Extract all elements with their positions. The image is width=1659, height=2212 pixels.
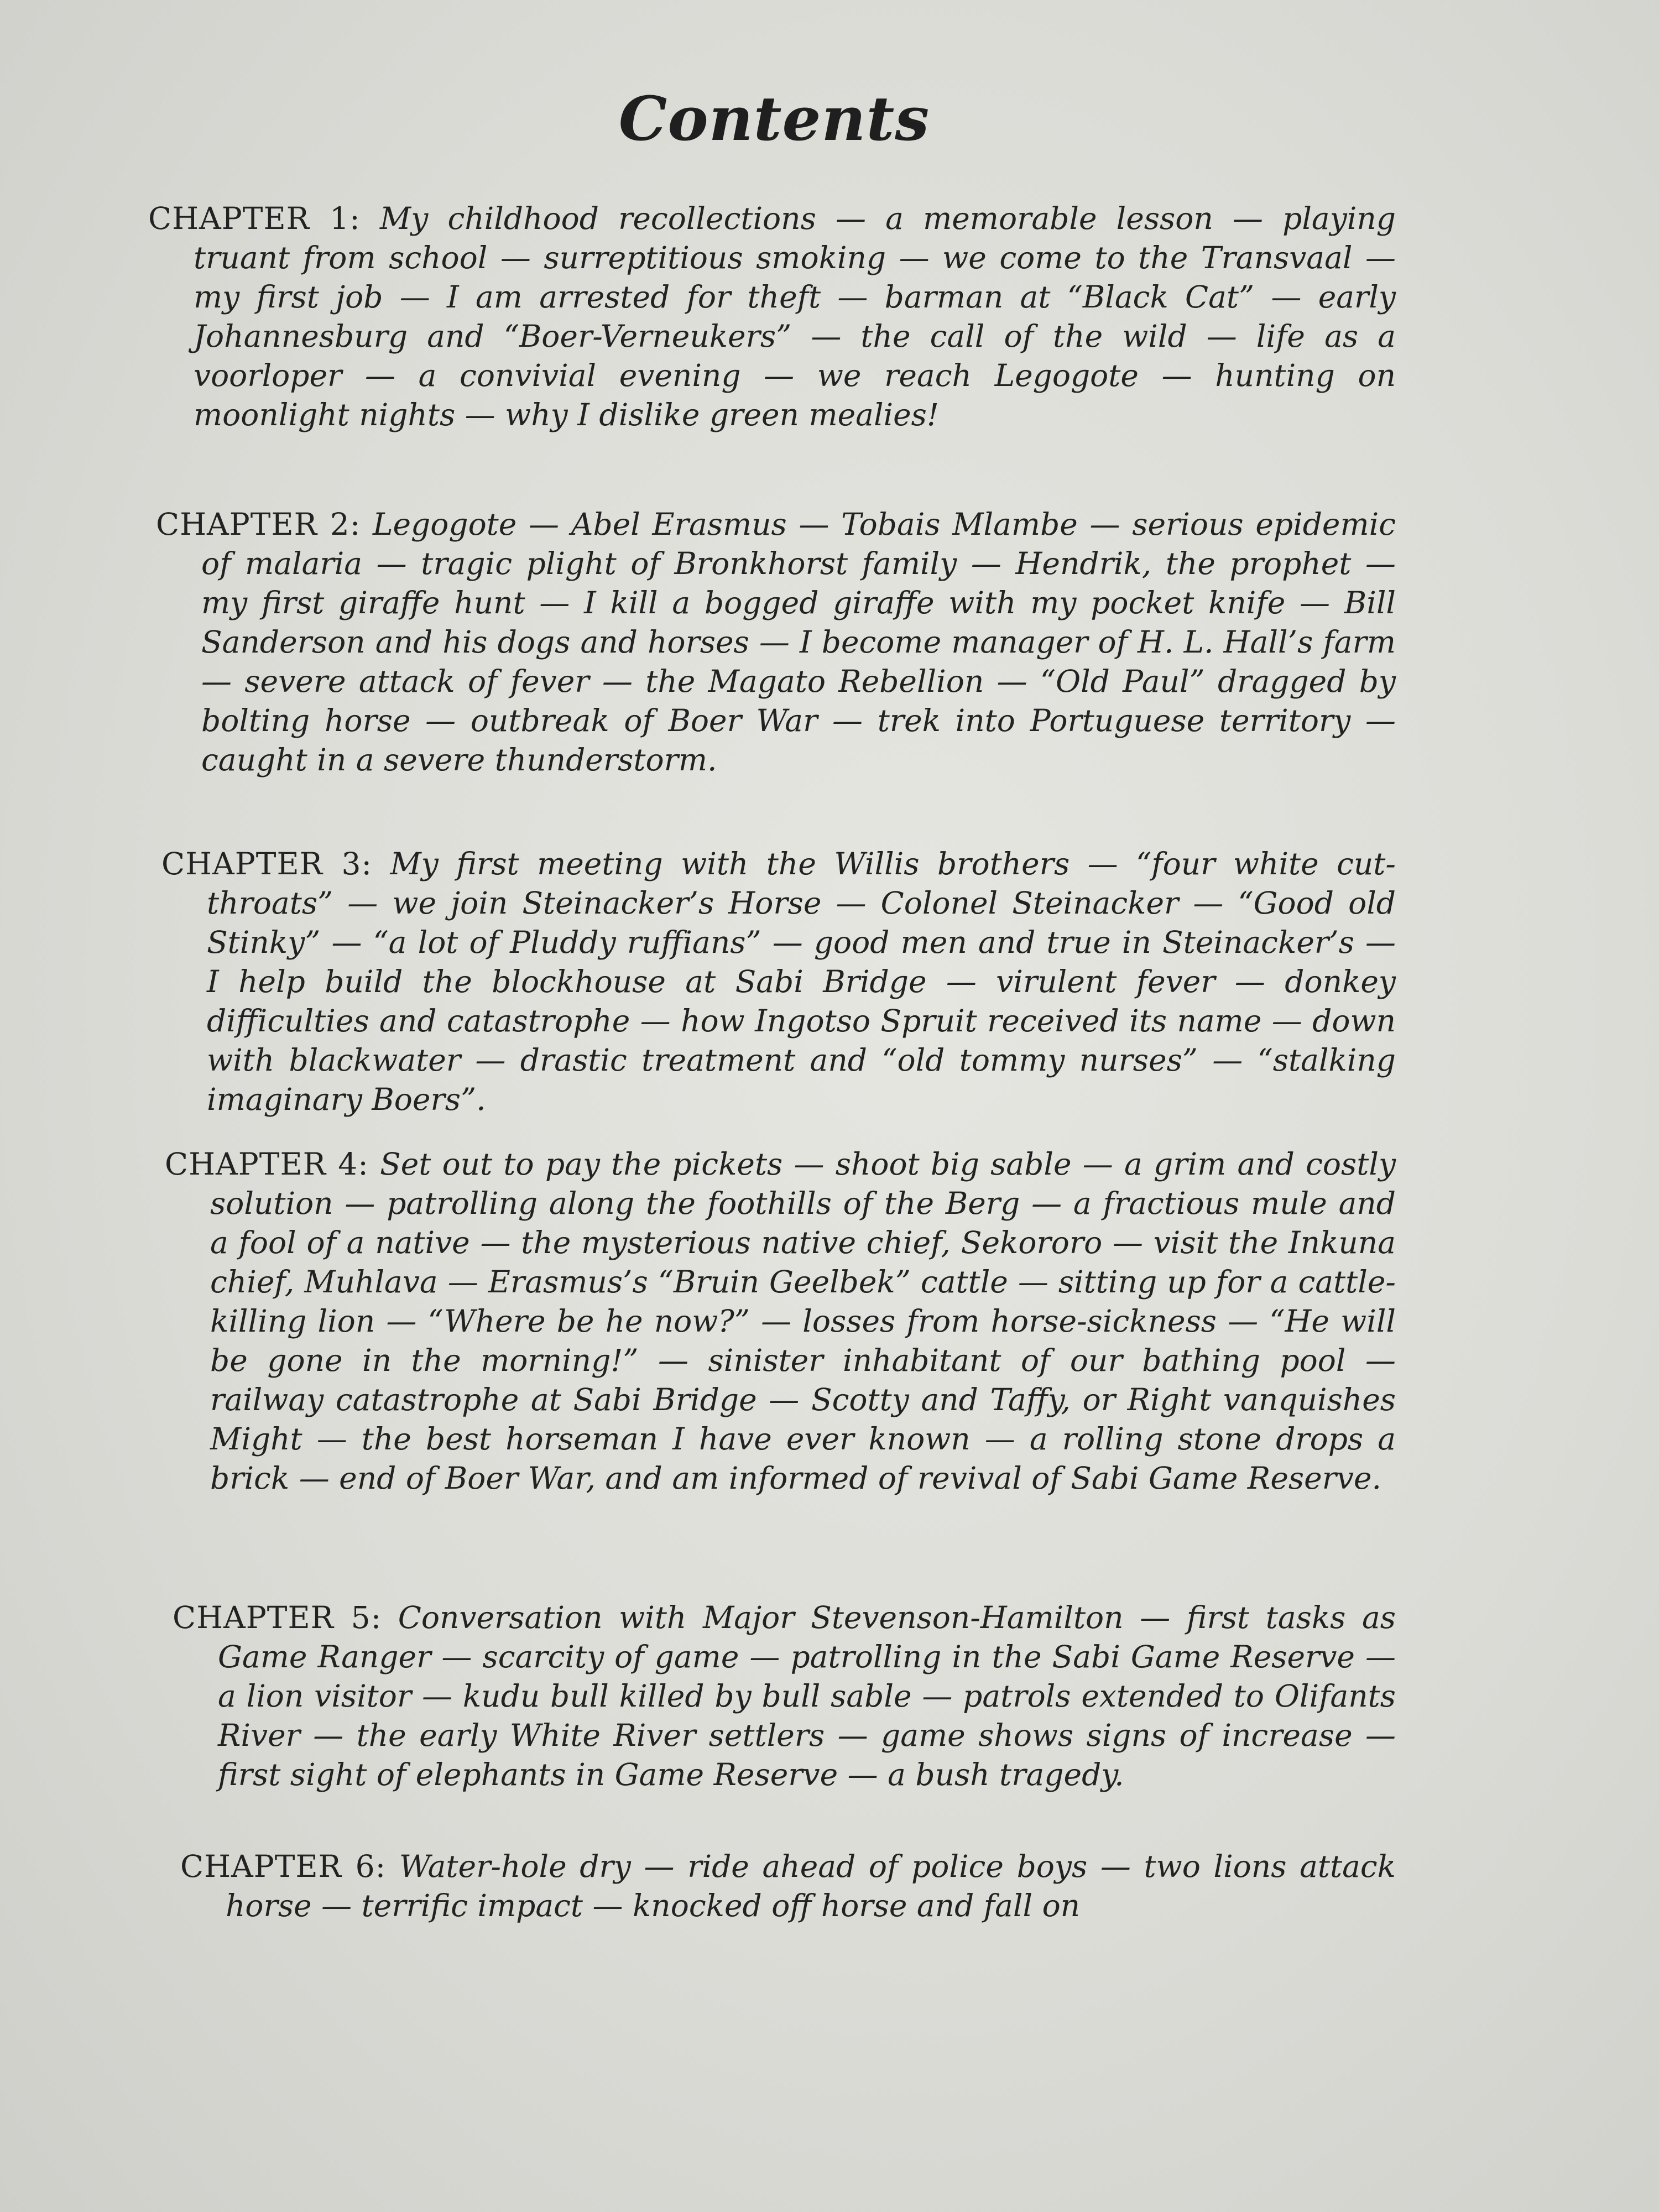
chapter-entry-4 bbox=[165, 1145, 1396, 1498]
chapter-entry-5 bbox=[173, 1598, 1396, 1794]
chapter-summary: My first meeting with the Willis brothers — “four white cut-throats” — we join Steinacker’s Horse — Colonel Steinacker — “Good old Stinky” — “a lot of Pluddy ruffians” — good men and true in Steinacker’s — I help build the blockhouse at Sabi Bridge — virulent fever — donkey difficulties and catastrophe — how Ingotso Spruit received its name — down with blackwater — drastic treatment and “old tommy nurses” — “stalking imaginary Boers”. bbox=[207, 846, 1396, 1117]
page-title: Contents bbox=[618, 83, 930, 154]
chapter-label: CHAPTER 1: bbox=[148, 201, 361, 236]
chapter-entry-1 bbox=[148, 199, 1396, 435]
chapter-entry-6 bbox=[180, 1847, 1396, 1926]
chapter-summary: Set out to pay the pickets — shoot big sable — a grim and costly solution — patrolling along the foothills of the Berg — a fractious mule and a fool of a native — the mysterious native chief, Sekororo — visit the Inkuna chief, Muhlava — Erasmus’s “Bruin Geelbek” cattle — sitting up for a cattle-killing lion — “Where be he now?” — losses from horse-sickness — “He will be gone in the morning!” — sinister inhabitant of our bathing pool — railway catastrophe at Sabi Bridge — Scotty and Taffy, or Right vanquishes Might — the best horseman I have ever known — a rolling stone drops a brick — end of Boer War, and am informed of revival of Sabi Game Reserve. bbox=[210, 1146, 1396, 1496]
chapter-summary: Legogote — Abel Erasmus — Tobais Mlambe — serious epidemic of malaria — tragic plight of Bronkhorst family — Hendrik, the prophet — my first giraffe hunt — I kill a bogged giraffe with my pocket knife — Bill Sanderson and his dogs and horses — I become manager of H. L. Hall’s farm — severe attack of fever — the Magato Rebellion — “Old Paul” dragged by bolting horse — outbreak of Boer War — trek into Portuguese territory — caught in a severe thunderstorm. bbox=[201, 507, 1396, 778]
chapter-label: CHAPTER 3: bbox=[161, 846, 373, 881]
chapter-label: CHAPTER 6: bbox=[180, 1849, 387, 1884]
chapter-label: CHAPTER 2: bbox=[156, 507, 361, 542]
chapter-summary: Conversation with Major Stevenson-Hamilton — first tasks as Game Ranger — scarcity of game — patrolling in the Sabi Game Reserve — a lion visitor — kudu bull killed by bull sable — patrols extended to Olifants River — the early White River settlers — game shows signs of increase — first sight of elephants in Game Reserve — a bush tragedy. bbox=[218, 1600, 1396, 1792]
chapter-entry-2 bbox=[156, 505, 1396, 780]
chapter-entry-3 bbox=[161, 844, 1396, 1119]
chapter-label: CHAPTER 5: bbox=[173, 1600, 382, 1635]
chapter-label: CHAPTER 4: bbox=[165, 1146, 369, 1182]
chapter-summary: Water-hole dry — ride ahead of police boys — two lions attack horse — terrific impact — knocked off horse and fall on bbox=[226, 1849, 1396, 1923]
chapter-summary: My childhood recollections — a memorable lesson — playing truant from school — surreptitious smoking — we come to the Transvaal — my first job — I am arrested for theft — barman at “Black Cat” — early Johannesburg and “Boer-Verneukers” — the call of the wild — life as a voorloper — a convivial evening — we reach Legogote — hunting on moonlight nights — why I dislike green mealies! bbox=[194, 201, 1396, 432]
